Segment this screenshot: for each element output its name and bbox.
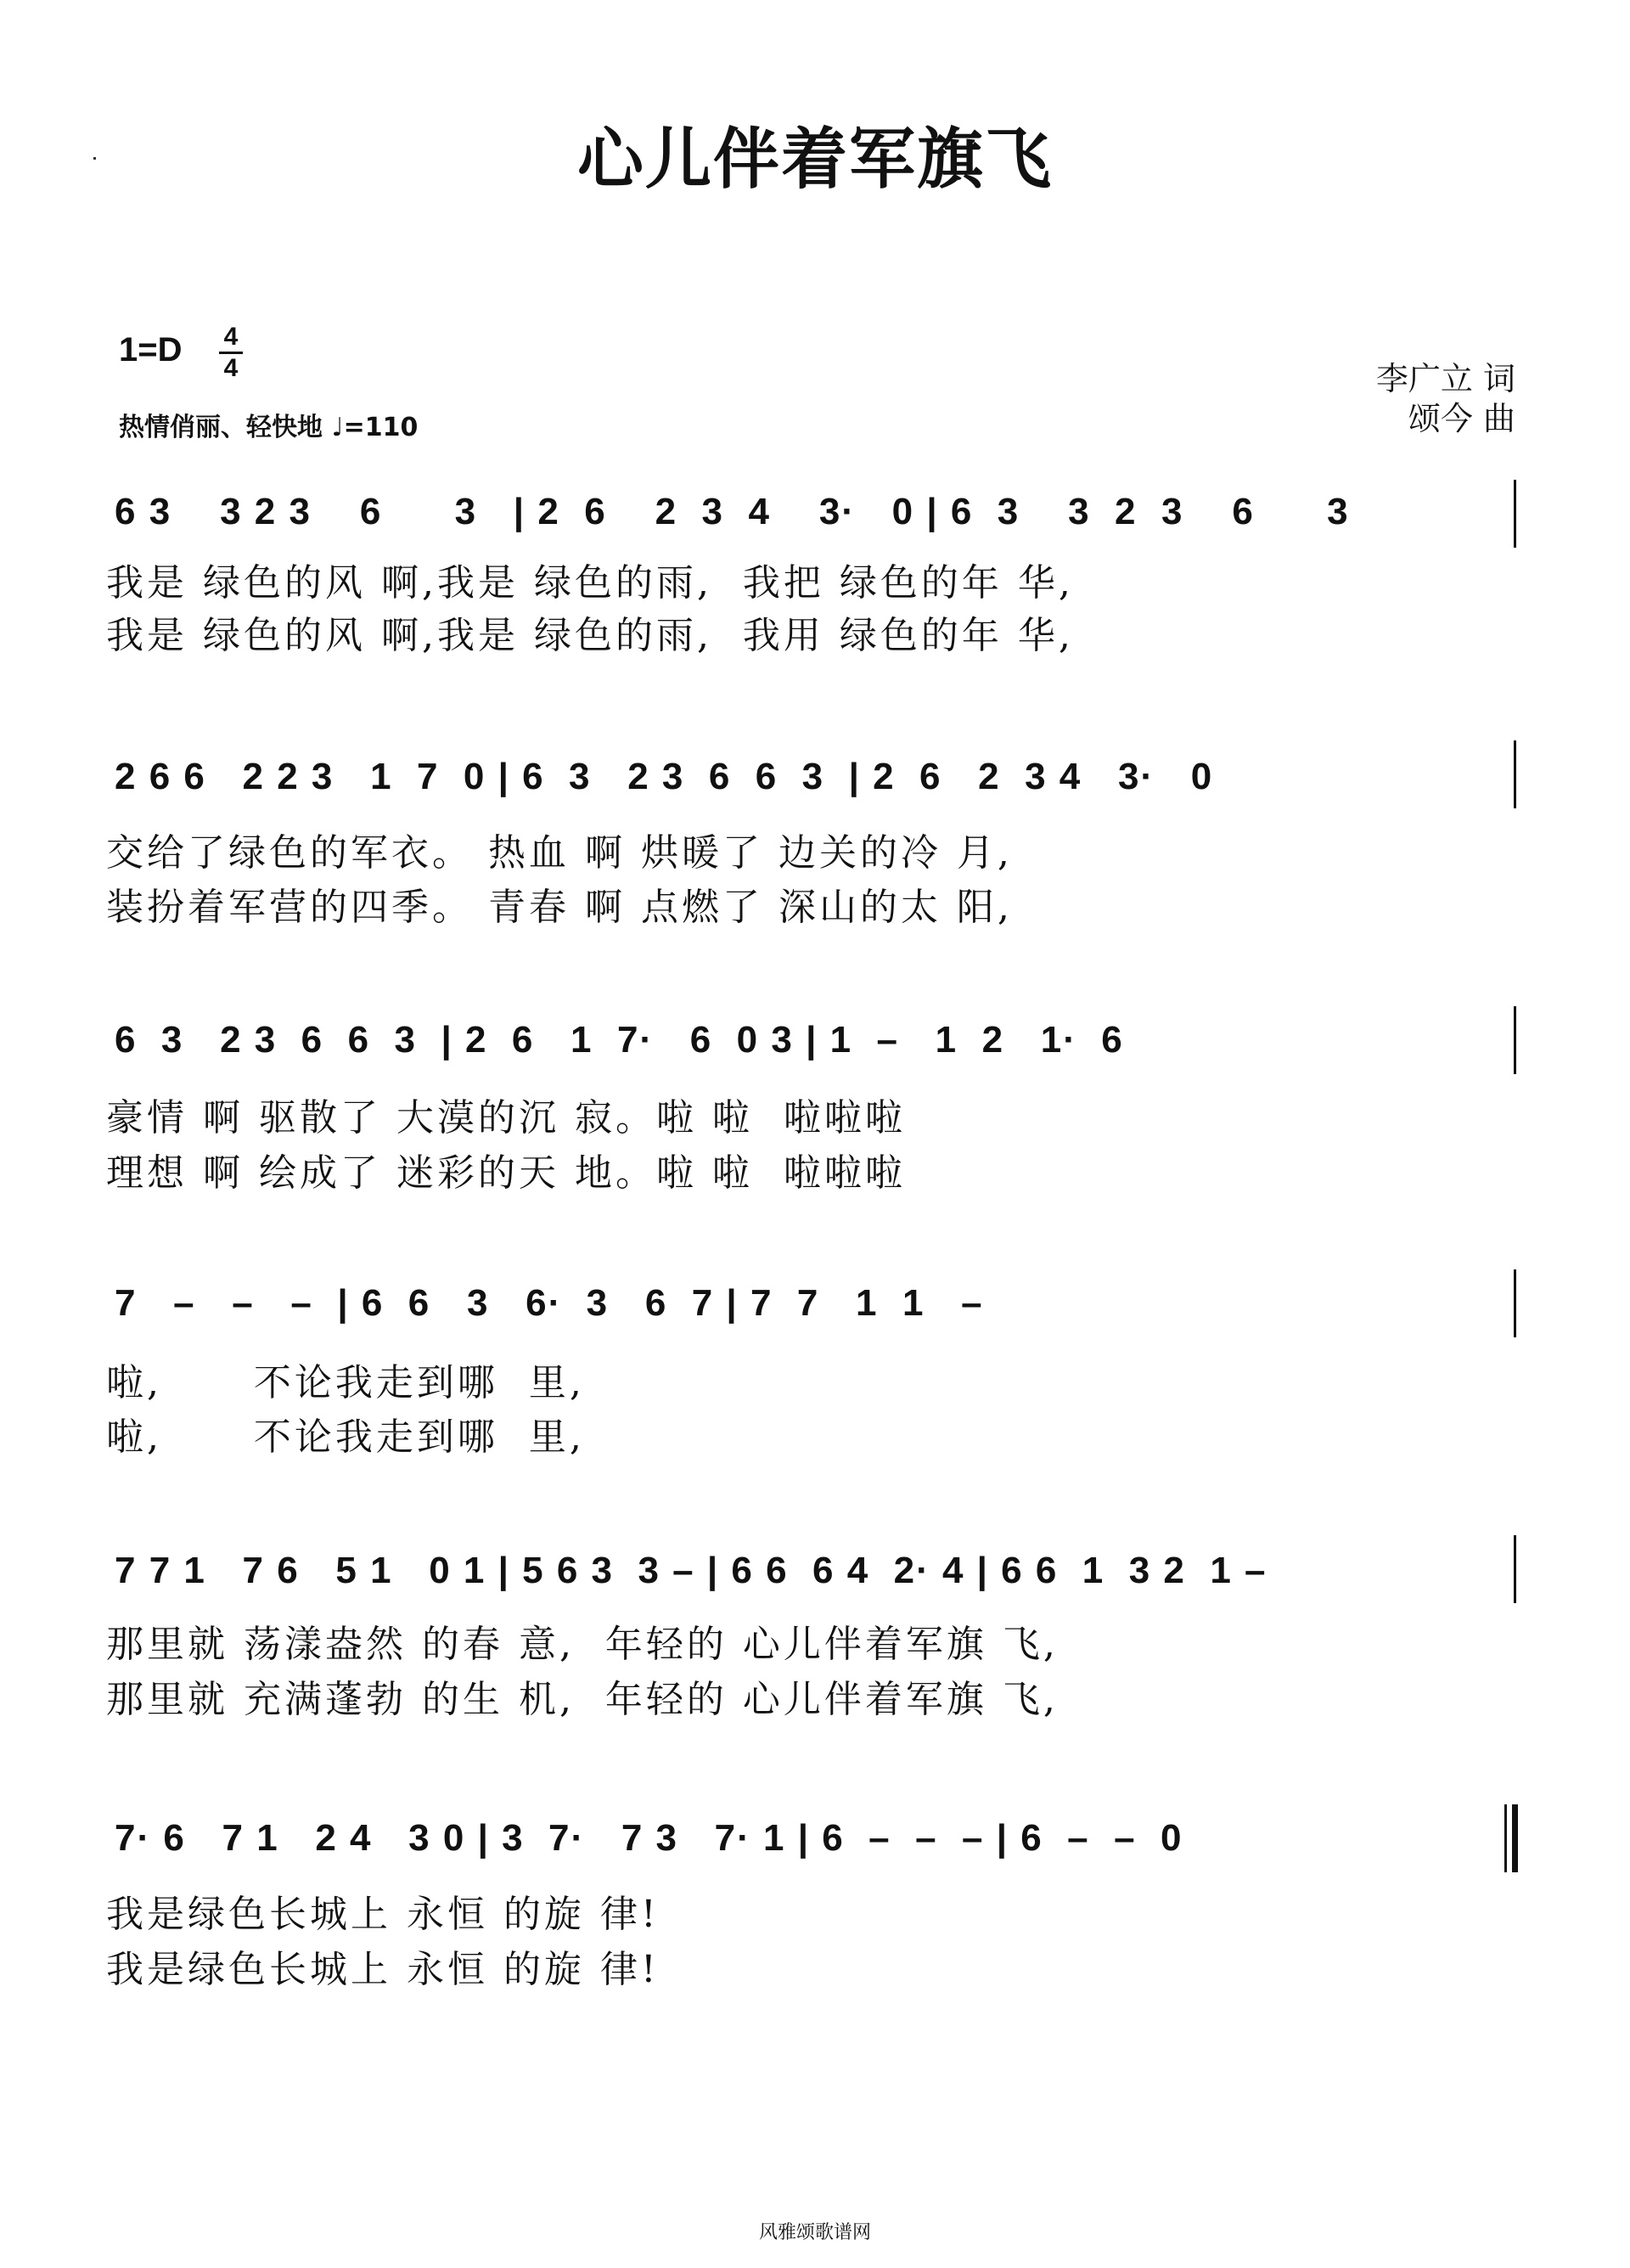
footer-watermark: 风雅颂歌谱网 (758, 2222, 871, 2243)
notation-line: 6 3 2 3 6 6 3 | 2 6 1 7· 6 0 3 | 1 – 1 2 1· 6 (115, 1019, 1124, 1061)
lyric-line-2: 理想 啊 绘成了 迷彩的天 地。啦 啦 啦啦啦 (106, 1151, 906, 1195)
barline (1514, 740, 1516, 808)
notation-line: 6 3 3 2 3 6 3 | 2 6 2 3 4 3· 0 | 6 3 3 2 3 6 3 (115, 491, 1350, 532)
lyric-line-1: 交给了绿色的军衣。 热血 啊 烘暖了 边关的冷 月, (106, 831, 1013, 875)
lyric-line-2: 我是 绿色的风 啊,我是 绿色的雨, 我用 绿色的年 华, (106, 614, 1074, 657)
barline (1514, 1269, 1516, 1337)
time-signature (214, 324, 248, 381)
composer-credit: 颂今 曲 (1408, 400, 1515, 437)
barline (1514, 1535, 1516, 1603)
lyric-line-1: 那里就 荡漾盎然 的春 意, 年轻的 心儿伴着军旗 飞, (106, 1623, 1059, 1666)
time-signature-bottom: 4 (223, 354, 239, 382)
lyric-line-1: 我是绿色长城上 永恒 的旋 律! (106, 1893, 660, 1936)
barline (1514, 480, 1516, 548)
lyric-line-2: 装扮着军营的四季。 青春 啊 点燃了 深山的太 阳, (106, 886, 1013, 929)
notation-line: 7 – – – | 6 6 3 6· 3 6 7 | 7 7 1 1 – (115, 1282, 984, 1324)
lyric-line-1: 啦, 不论我走到哪 里, (106, 1361, 585, 1404)
time-signature-top: 4 (223, 323, 239, 351)
key-signature: 1=D (119, 331, 183, 369)
lyric-line-1: 我是 绿色的风 啊,我是 绿色的雨, 我把 绿色的年 华, (106, 561, 1074, 605)
song-title: 心儿伴着军旗飞 (576, 121, 1053, 198)
final-barline-thin (1504, 1804, 1507, 1872)
tempo-marking: 热情俏丽、轻快地 ♩=110 (119, 413, 419, 442)
final-barline-thick (1512, 1804, 1518, 1872)
lyricist-credit: 李广立 词 (1375, 360, 1515, 397)
notation-line: 2 6 6 2 2 3 1 7 0 | 6 3 2 3 6 6 3 | 2 6 2 3 4 3· 0 (115, 756, 1214, 797)
lyric-line-1: 豪情 啊 驱散了 大漠的沉 寂。啦 啦 啦啦啦 (106, 1096, 906, 1140)
barline (1514, 1006, 1516, 1074)
lyric-line-2: 那里就 充满蓬勃 的生 机, 年轻的 心儿伴着军旗 飞, (106, 1678, 1059, 1721)
notation-line: 7 7 1 7 6 5 1 0 1 | 5 6 3 3 – | 6 6 6 4 2· 4 | 6 6 1 3 2 1 – (115, 1550, 1267, 1591)
lyric-line-2: 我是绿色长城上 永恒 的旋 律! (106, 1948, 660, 1991)
notation-line: 7· 6 7 1 2 4 3 0 | 3 7· 7 3 7· 1 | 6 – – – | 6 – – 0 (115, 1817, 1183, 1859)
lyric-line-2: 啦, 不论我走到哪 里, (106, 1415, 585, 1459)
